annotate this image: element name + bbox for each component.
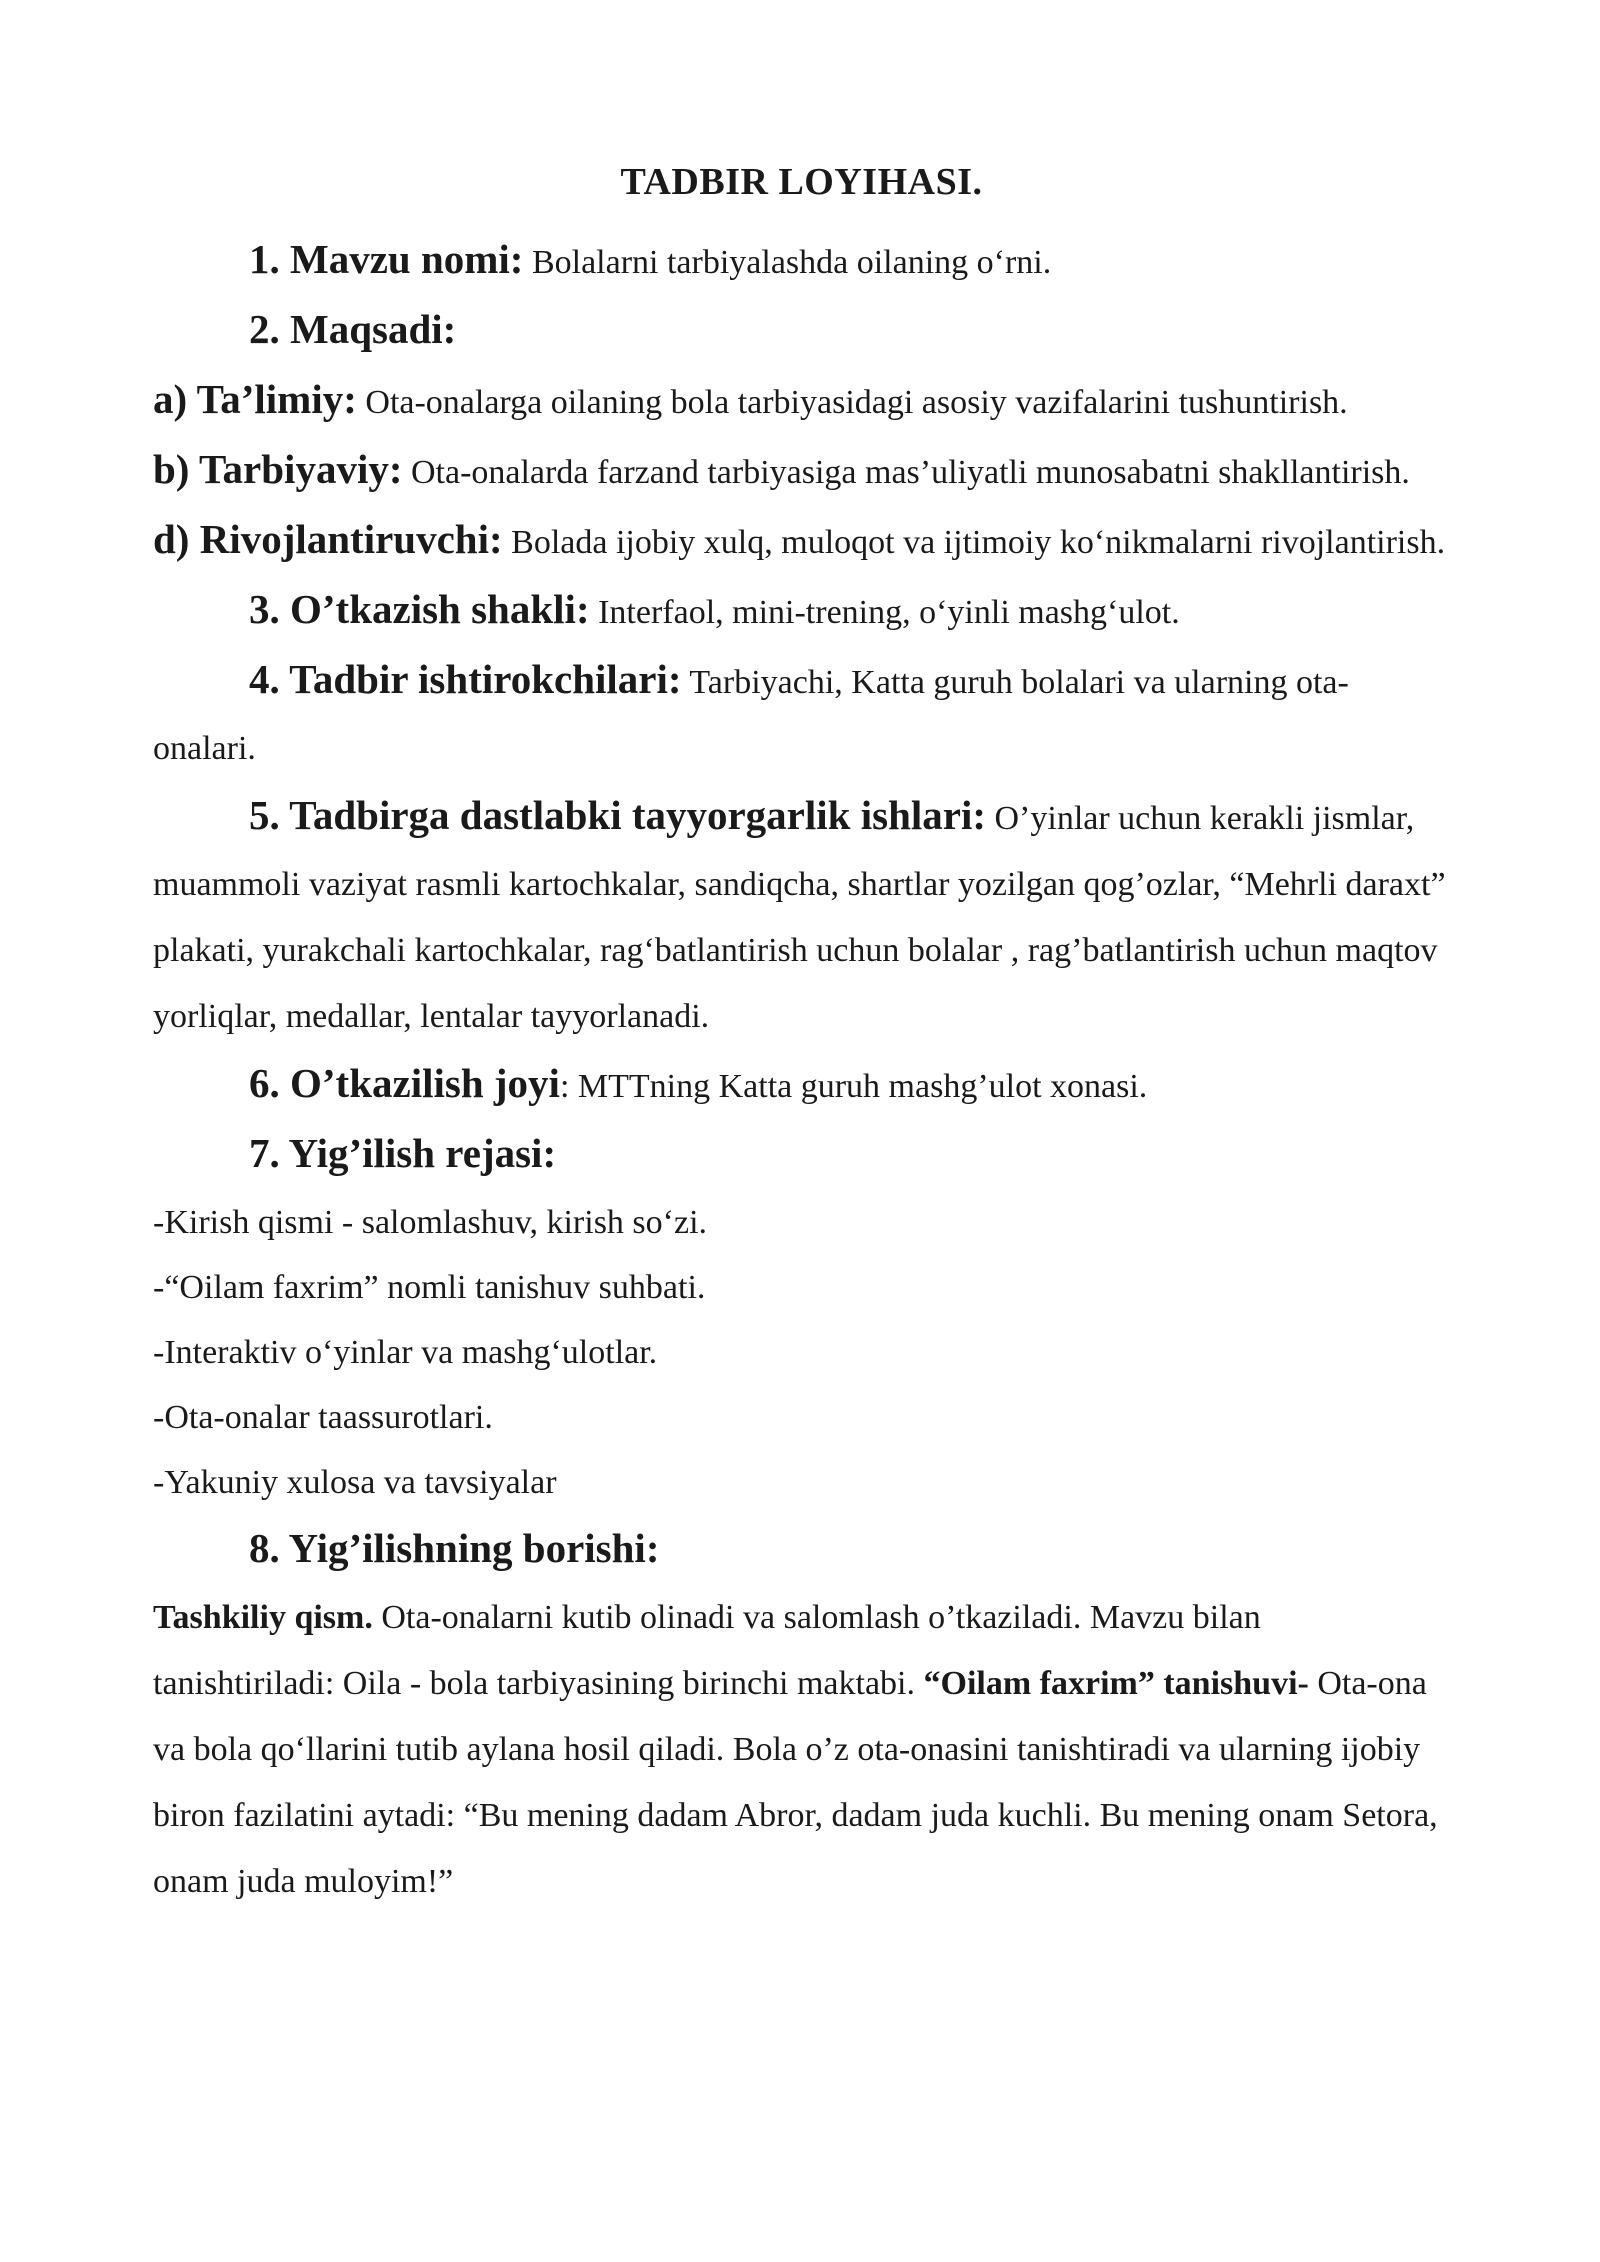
section-goals-label: 2. Maqsadi: [249, 306, 457, 352]
goal-upbringing [153, 436, 1450, 506]
section-topic-text: Bolalarni tarbiyalashda oilaning o‘rni. [523, 244, 1052, 281]
section-location-label: 6. O’tkazilish joyi [249, 1060, 560, 1106]
process-paragraph [153, 1585, 1450, 1915]
section-location [153, 1050, 1450, 1120]
goal-upbringing-text: Ota-onalarda farzand tarbiyasiga mas’uliyatli munosabatni shakllantirish. [402, 454, 1410, 491]
process-bold-intro: Tashkiliy qism. [153, 1599, 373, 1636]
list-item: -Kirish qismi - salomlashuv, kirish so‘zi. [153, 1204, 708, 1241]
list-item: -Ota-onalar taassurotlari. [153, 1399, 493, 1436]
section-format [153, 576, 1450, 646]
section-location-text: : MTTning Katta guruh mashg’ulot xonasi. [559, 1068, 1148, 1105]
list-item: -Yakuniy xulosa va tavsiyalar [153, 1464, 557, 1501]
section-preparation [153, 782, 1450, 1050]
section-format-label: 3. O’tkazish shakli: [249, 586, 590, 632]
process-text-activity: Ota-ona va bola qo‘llarini tutib aylana hosil qiladi. Bola o’z ota-onasini tanishtiradi va ularning ijobiy biron fazilatini aytadi: “Bu mening dadam Abror, dadam juda kuchli. Bu mening onam Setora, onam juda muloyim!” [153, 1665, 1438, 1900]
goal-upbringing-label: b) Tarbiyaviy: [153, 446, 403, 492]
document-title: TADBIR LOYIHASI. [620, 161, 983, 203]
section-participants [153, 646, 1450, 782]
section-format-text: Interfaol, mini-trening, o‘yinli mashg‘ulot. [589, 594, 1180, 631]
section-topic [153, 226, 1450, 296]
goal-educational [153, 366, 1450, 436]
section-topic-label: 1. Mavzu nomi: [249, 236, 524, 282]
section-goals [153, 296, 1450, 366]
section-preparation-label: 5. Tadbirga dastlabki tayyorgarlik ishlari: [249, 792, 986, 838]
section-preparation-text: O’yinlar uchun kerakli jismlar, muammoli vaziyat rasmli kartochkalar, sandiqcha, shartlar yozilgan qog’ozlar, “Mehrli daraxt” plakati, yurakchali kartochkalar, rag‘batlantirish uchun bolalar , rag’batlantirish uchun maqtov yorliqlar, medallar, lentalar tayyorlanadi. [153, 800, 1446, 1035]
goal-developmental-label: d) Rivojlantiruvchi: [153, 516, 503, 562]
process-bold-activity: “Oilam faxrim” tanishuvi- [923, 1665, 1309, 1702]
process-text-intro: Ota-onalarni kutib olinadi va salomlash o’tkaziladi. Mavzu bilan tanishtiriladi: Oila - bola tarbiyasining birinchi maktabi. [153, 1599, 1261, 1702]
plan-list [153, 1190, 1450, 1515]
section-participants-text: Tarbiyachi, Katta guruh bolalari va ularning ota-onalari. [153, 664, 1349, 767]
section-plan [153, 1120, 1450, 1190]
section-participants-label: 4. Tadbir ishtirokchilari: [249, 656, 682, 702]
list-item: -Interaktiv o‘yinlar va mashg‘ulotlar. [153, 1334, 658, 1371]
section-process [153, 1515, 1450, 1585]
goal-developmental [153, 506, 1450, 576]
goal-developmental-text: Bolada ijobiy xulq, muloqot va ijtimoiy ko‘nikmalarni rivojlantirish. [502, 524, 1446, 561]
list-item: -“Oilam faxrim” nomli tanishuv suhbati. [153, 1269, 706, 1306]
section-plan-label: 7. Yig’ilish rejasi: [249, 1130, 557, 1176]
goal-educational-label: a) Ta’limiy: [153, 376, 357, 422]
goal-educational-text: Ota-onalarga oilaning bola tarbiyasidagi asosiy vazifalarini tushuntirish. [356, 384, 1348, 421]
section-process-label: 8. Yig’ilishning borishi: [249, 1525, 660, 1571]
